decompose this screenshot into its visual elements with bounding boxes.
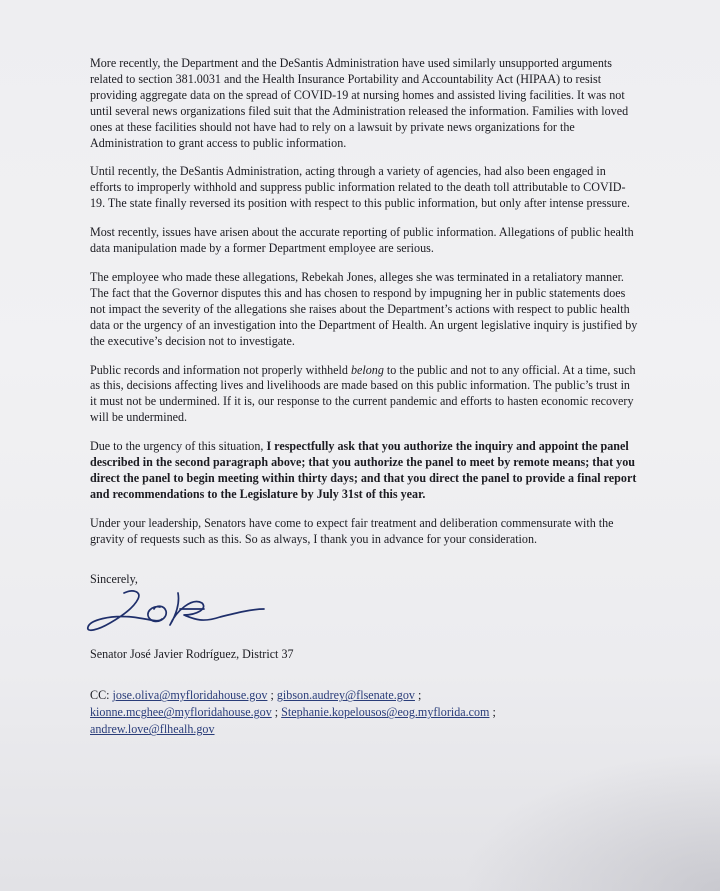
paragraph-employee-allegations: The employee who made these allegations, Rebekah Jones, alleges she was terminated in a retaliatory manner. The fact that the Governor disputes this and has chosen to respond by impugning her in public statements does not impact the severity of the allegations she raises about the Department’s actions with respect to public health data or the urgency of an investigation into the Department of Health. An urgent legislative inquiry is justified by the executive’s decision not to investigate. [90, 269, 638, 348]
email-link-kopelousos[interactable]: Stephanie.kopelousos@eog.myflorida.com [281, 705, 490, 720]
email-link-mcghee[interactable]: kionne.mcghee@myfloridahouse.gov [90, 705, 272, 720]
email-link-oliva[interactable]: jose.oliva@myfloridahouse.gov [112, 688, 268, 703]
cc-separator: ; [267, 688, 277, 703]
request-bold: I respectfully ask that you authorize the inquiry and appoint the panel described in the second paragraph above; that you authorize the panel to meet by remote means; that you direct the panel to begin meeting within thirty days; and that you direct the panel to provide a final report and recommendations to the Legislature by July 31st of this year. [90, 439, 637, 501]
paragraph-nursing-homes: More recently, the Department and the DeSantis Administration have used similarly unsupported arguments related to section 381.0031 and the Health Insurance Portability and Accountability Act (HIPAA) to resist providing aggregate data on the spread of COVID-19 at nursing homes and assisted living facilities. It was not until several news organizations filed suit that the Administration released the information. Families with loved ones at these facilities should not have had to rely on a lawsuit by private news organizations for the Administration to grant access to public information. [90, 56, 629, 150]
cc-separator: ; [489, 705, 496, 720]
paragraph-public-records [90, 363, 638, 427]
signature-drawing [80, 587, 280, 643]
signer-name: Senator José Javier Rodríguez, District 37 [90, 647, 294, 662]
cc-label: CC: [90, 688, 113, 703]
paragraph-death-toll: Until recently, the DeSantis Administration, acting through a variety of agencies, had also been engaged in efforts to improperly withhold and suppress public information related to the death toll attributable to COVID-19. The state finally reversed its position with respect to this public information, but only after intense pressure. [90, 164, 630, 211]
closing-salutation: Sincerely, [90, 571, 138, 586]
letter-body [90, 56, 638, 751]
public-records-text-start: Public records and information not properly withheld [90, 362, 351, 377]
cc-separator: ; [414, 688, 422, 703]
handwritten-signature [80, 587, 638, 641]
request-intro: Due to the urgency of this situation, [90, 439, 267, 454]
page-shadow [460, 751, 720, 891]
public-records-text-end: to the public and not to any official. At a time, such as this, decisions affecting lives and livelihoods are made based on this public information. The public’s trust in it must not be undermined. If it is, our response to the current pandemic and efforts to hasten economic recovery will be undermined. [90, 362, 636, 425]
cc-separator: ; [271, 705, 282, 720]
paragraph-thanks: Under your leadership, Senators have come to expect fair treatment and deliberation commensurate with the gravity of requests such as this. So as always, I thank you in advance for your consideration. [90, 515, 614, 546]
email-link-gibson[interactable]: gibson.audrey@flsenate.gov [276, 688, 415, 703]
paragraph-data-reporting: Most recently, issues have arisen about the accurate reporting of public information. Allegations of public health data manipulation made by a former Department employee are serious. [90, 225, 634, 256]
paragraph-request [90, 439, 638, 503]
emphasis-belong: belong [350, 362, 384, 377]
email-link-love[interactable]: andrew.love@flhealh.gov [90, 722, 215, 737]
cc-list [90, 687, 638, 738]
